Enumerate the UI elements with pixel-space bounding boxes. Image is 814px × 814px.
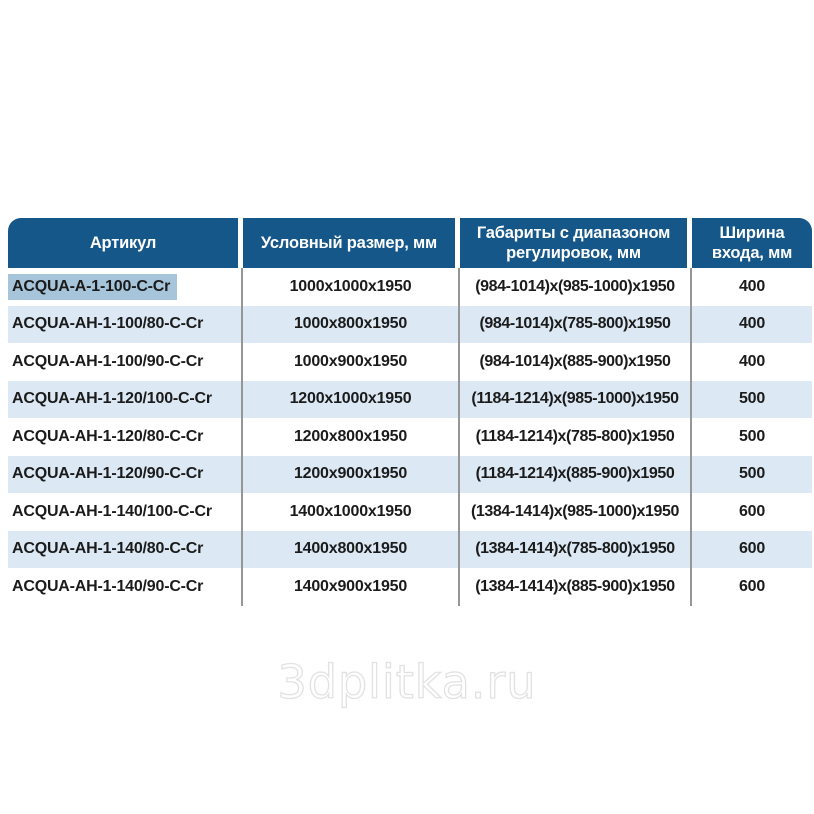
table-row <box>8 381 812 419</box>
entry-width-cell: 600 <box>738 502 766 520</box>
article-cell <box>8 343 243 381</box>
nominal-size-cell: 1400x800x1950 <box>243 531 460 569</box>
article-text[interactable]: ACQUA-AH-1-140/80-C-Cr <box>12 540 204 558</box>
entry-width-cell: 500 <box>738 465 766 483</box>
article-text[interactable]: ACQUA-AH-1-140/100-C-Cr <box>12 502 212 520</box>
adjustment-range-cell: (1384-1414)x(885-900)x1950 <box>460 568 692 606</box>
article-text[interactable]: ACQUA-AH-1-120/100-C-Cr <box>12 390 212 408</box>
article-cell <box>8 381 243 419</box>
table-row <box>8 568 812 606</box>
article-cell <box>8 456 243 494</box>
header-article: Артикул <box>8 218 243 268</box>
nominal-size-cell: 1000x800x1950 <box>243 306 460 344</box>
adjustment-range-cell: (1384-1414)x(785-800)x1950 <box>460 531 692 569</box>
article-cell <box>8 531 243 569</box>
article-text[interactable]: ACQUA-AH-1-120/90-C-Cr <box>12 465 204 483</box>
nominal-size-cell: 1200x900x1950 <box>243 456 460 494</box>
table-row <box>8 418 812 456</box>
header-nominal-size: Условный размер, мм <box>243 218 460 268</box>
entry-width-cell: 400 <box>738 277 766 295</box>
entry-width-cell: 500 <box>738 390 766 408</box>
article-cell <box>8 306 243 344</box>
nominal-size-cell: 1000x900x1950 <box>243 343 460 381</box>
nominal-size-cell: 1400x1000x1950 <box>243 493 460 531</box>
table-row <box>8 493 812 531</box>
table-row <box>8 306 812 344</box>
table-row <box>8 456 812 494</box>
adjustment-range-cell: (1384-1414)x(985-1000)x1950 <box>460 493 692 531</box>
entry-width-cell: 600 <box>738 577 766 595</box>
entry-width-cell: 500 <box>738 427 766 445</box>
adjustment-range-cell: (1184-1214)x(985-1000)x1950 <box>460 381 692 419</box>
adjustment-range-cell: (1184-1214)x(785-800)x1950 <box>460 418 692 456</box>
nominal-size-cell: 1200x1000x1950 <box>243 381 460 419</box>
adjustment-range-cell: (1184-1214)x(885-900)x1950 <box>460 456 692 494</box>
watermark-text: 3dplitka.ru <box>277 655 537 709</box>
article-text[interactable]: ACQUA-AH-1-140/90-C-Cr <box>12 577 204 595</box>
nominal-size-cell: 1000x1000x1950 <box>243 268 460 306</box>
entry-width-cell: 400 <box>738 315 766 333</box>
article-text[interactable]: ACQUA-AH-1-100/80-C-Cr <box>12 315 204 333</box>
adjustment-range-cell: (984-1014)x(985-1000)x1950 <box>460 268 692 306</box>
header-entry-width: Ширина входа, мм <box>692 218 812 268</box>
entry-width-cell: 400 <box>738 352 766 370</box>
article-text[interactable]: ACQUA-A-1-100-C-Cr <box>8 274 177 300</box>
table-row <box>8 343 812 381</box>
entry-width-cell: 600 <box>738 540 766 558</box>
table-header-row <box>8 218 812 268</box>
nominal-size-cell: 1400x900x1950 <box>243 568 460 606</box>
article-text[interactable]: ACQUA-AH-1-100/90-C-Cr <box>12 352 204 370</box>
adjustment-range-cell: (984-1014)x(785-800)x1950 <box>460 306 692 344</box>
adjustment-range-cell: (984-1014)x(885-900)x1950 <box>460 343 692 381</box>
article-cell <box>8 268 243 306</box>
article-cell <box>8 493 243 531</box>
spec-table <box>8 218 812 606</box>
article-cell <box>8 568 243 606</box>
table-row <box>8 531 812 569</box>
article-text[interactable]: ACQUA-AH-1-120/80-C-Cr <box>12 427 204 445</box>
article-cell <box>8 418 243 456</box>
table-body <box>8 268 812 606</box>
nominal-size-cell: 1200x800x1950 <box>243 418 460 456</box>
table-row <box>8 268 812 306</box>
header-adjustment-range: Габариты с диапазоном регулировок, мм <box>460 218 692 268</box>
